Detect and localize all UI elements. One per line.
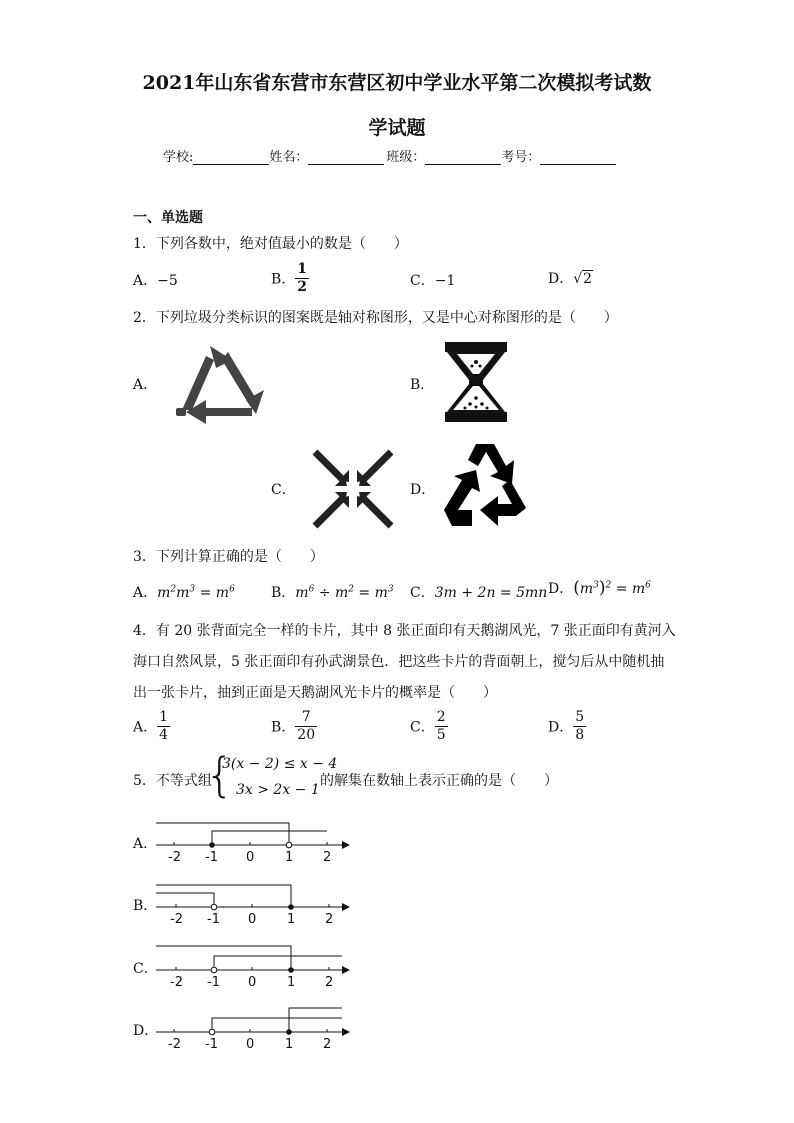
student-info-row	[163, 146, 616, 165]
option-label: B．	[271, 585, 296, 601]
option-label: A．	[133, 585, 158, 601]
q2-option-a-label: A．	[133, 377, 158, 393]
number-label: 考号：	[501, 150, 541, 165]
tick-label: 1	[285, 850, 294, 865]
q5-option-b-label: B．	[133, 898, 158, 914]
number-line-d	[150, 1002, 350, 1052]
q3-option-a	[133, 582, 235, 602]
fraction	[573, 709, 586, 744]
q5-option-a-label: A．	[133, 836, 158, 852]
option-label: D．	[548, 271, 574, 287]
denominator: 8	[575, 727, 585, 743]
tick-label: -2	[168, 1037, 181, 1052]
tick-label: -2	[168, 850, 181, 865]
class-label: 班级：	[386, 150, 426, 165]
question-3-stem: 3．下列计算正确的是（ ）	[133, 549, 324, 565]
question-5-suffix: 的解集在数轴上表示正确的是（ ）	[320, 773, 558, 789]
hourglass-flask-icon	[443, 340, 509, 424]
option-label: B．	[271, 271, 296, 288]
tick-label: 2	[323, 850, 332, 865]
recycle-triangle-icon	[440, 440, 530, 536]
option-label: B．	[271, 719, 296, 736]
option-value: −1	[434, 273, 456, 289]
numerator: 1	[159, 709, 169, 725]
tick-label: -1	[205, 1037, 218, 1052]
number-field[interactable]	[540, 150, 616, 165]
option-value: −5	[157, 273, 178, 289]
number-line-b	[150, 877, 350, 927]
tick-label: 1	[287, 975, 296, 990]
number-line-a	[150, 815, 350, 865]
numerator: 7	[295, 709, 317, 727]
q3-option-b	[271, 582, 394, 602]
tick-label: 0	[246, 1037, 255, 1052]
option-label: D．	[548, 581, 574, 597]
tick-label: -1	[205, 850, 218, 865]
tick-label: 0	[248, 975, 257, 990]
option-label: C．	[410, 273, 435, 289]
q2-option-b-label: B．	[410, 377, 435, 393]
fraction	[435, 709, 448, 744]
question-5-prefix: 5．不等式组	[133, 773, 212, 789]
tick-label: 1	[287, 912, 296, 927]
tick-label: 2	[323, 1037, 332, 1052]
denominator: 2	[297, 279, 308, 295]
tick-label: 2	[325, 912, 334, 927]
q5-option-d-label: D．	[133, 1023, 159, 1039]
school-field[interactable]	[193, 150, 269, 165]
inequality-1: 3(x − 2) ≤ x − 4	[222, 756, 338, 772]
question-4-line2: 海口自然风景，5 张正面印有孙武湖景色．把这些卡片的背面朝上，搅匀后从中随机抽	[133, 654, 665, 670]
q1-option-a	[133, 270, 178, 290]
denominator: 4	[159, 727, 169, 743]
tick-label: -1	[207, 975, 220, 990]
tick-label: -2	[170, 912, 183, 927]
denominator: 5	[436, 727, 446, 743]
fraction	[295, 709, 317, 744]
expression: $m^6 \div m^2 = m^3$	[295, 584, 394, 601]
numerator: 2	[436, 709, 446, 725]
class-field[interactable]	[425, 150, 501, 165]
question-4-line3: 出一张卡片，抽到正面是天鹅湖风光卡片的概率是（ ）	[133, 685, 497, 701]
page-title: 2021年山东省东营市东营区初中学业水平第二次模拟考试数	[142, 72, 652, 94]
inequality-2: 3x > 2x − 1	[236, 782, 320, 798]
question-4-line1: 4．有 20 张背面完全一样的卡片，其中 8 张正面印有天鹅湖风光，7 张正面印有黄河入	[133, 623, 676, 639]
q4-option-c	[410, 709, 448, 744]
radicand: 2	[583, 271, 593, 287]
tick-label: 0	[248, 912, 257, 927]
expression: $(m^3)^2 = m^6$	[573, 578, 651, 598]
school-label: 学校:	[163, 150, 194, 165]
fraction	[295, 261, 309, 296]
name-field[interactable]	[308, 150, 384, 165]
option-label: A．	[133, 719, 158, 736]
name-label: 姓名：	[269, 150, 309, 165]
expression: $m^2m^3 = m^6$	[157, 584, 235, 601]
option-label: C．	[410, 719, 435, 736]
tick-label: 1	[285, 1037, 294, 1052]
numerator: 5	[575, 709, 585, 725]
option-label: A．	[133, 273, 158, 289]
q3-option-c	[410, 582, 547, 602]
system-brace: {	[205, 748, 235, 802]
page-title-line2: 学试题	[368, 117, 426, 139]
option-label: D．	[548, 719, 574, 736]
recycle-arrows-icon	[172, 340, 270, 424]
q4-option-b	[271, 709, 317, 744]
question-2-stem: 2．下列垃圾分类标识的图案既是轴对称图形，又是中心对称图形的是（ ）	[133, 310, 618, 326]
q2-option-c-label: C．	[271, 482, 296, 498]
q5-option-c-label: C．	[133, 961, 158, 977]
number-line-c	[150, 940, 350, 990]
option-label: C．	[410, 585, 435, 601]
question-1-stem: 1．下列各数中，绝对值最小的数是（ ）	[133, 236, 408, 252]
q4-option-a	[133, 709, 170, 744]
q1-option-b	[271, 261, 309, 296]
section-heading: 一、单选题	[133, 210, 203, 226]
tick-label: -1	[207, 912, 220, 927]
q3-option-d	[548, 578, 651, 598]
numerator: 1	[297, 261, 308, 277]
fraction	[157, 709, 170, 744]
tick-label: 0	[246, 850, 255, 865]
q1-option-d	[548, 268, 593, 288]
inward-arrows-icon	[311, 448, 395, 530]
expression: 3m + 2n = 5mn	[434, 585, 548, 601]
sqrt-symbol: √	[573, 271, 583, 287]
tick-label: -2	[170, 975, 183, 990]
q4-option-d	[548, 709, 586, 744]
tick-label: 2	[325, 975, 334, 990]
denominator: 20	[297, 727, 316, 743]
q2-option-d-label: D．	[410, 482, 436, 498]
q1-option-c	[410, 270, 455, 290]
